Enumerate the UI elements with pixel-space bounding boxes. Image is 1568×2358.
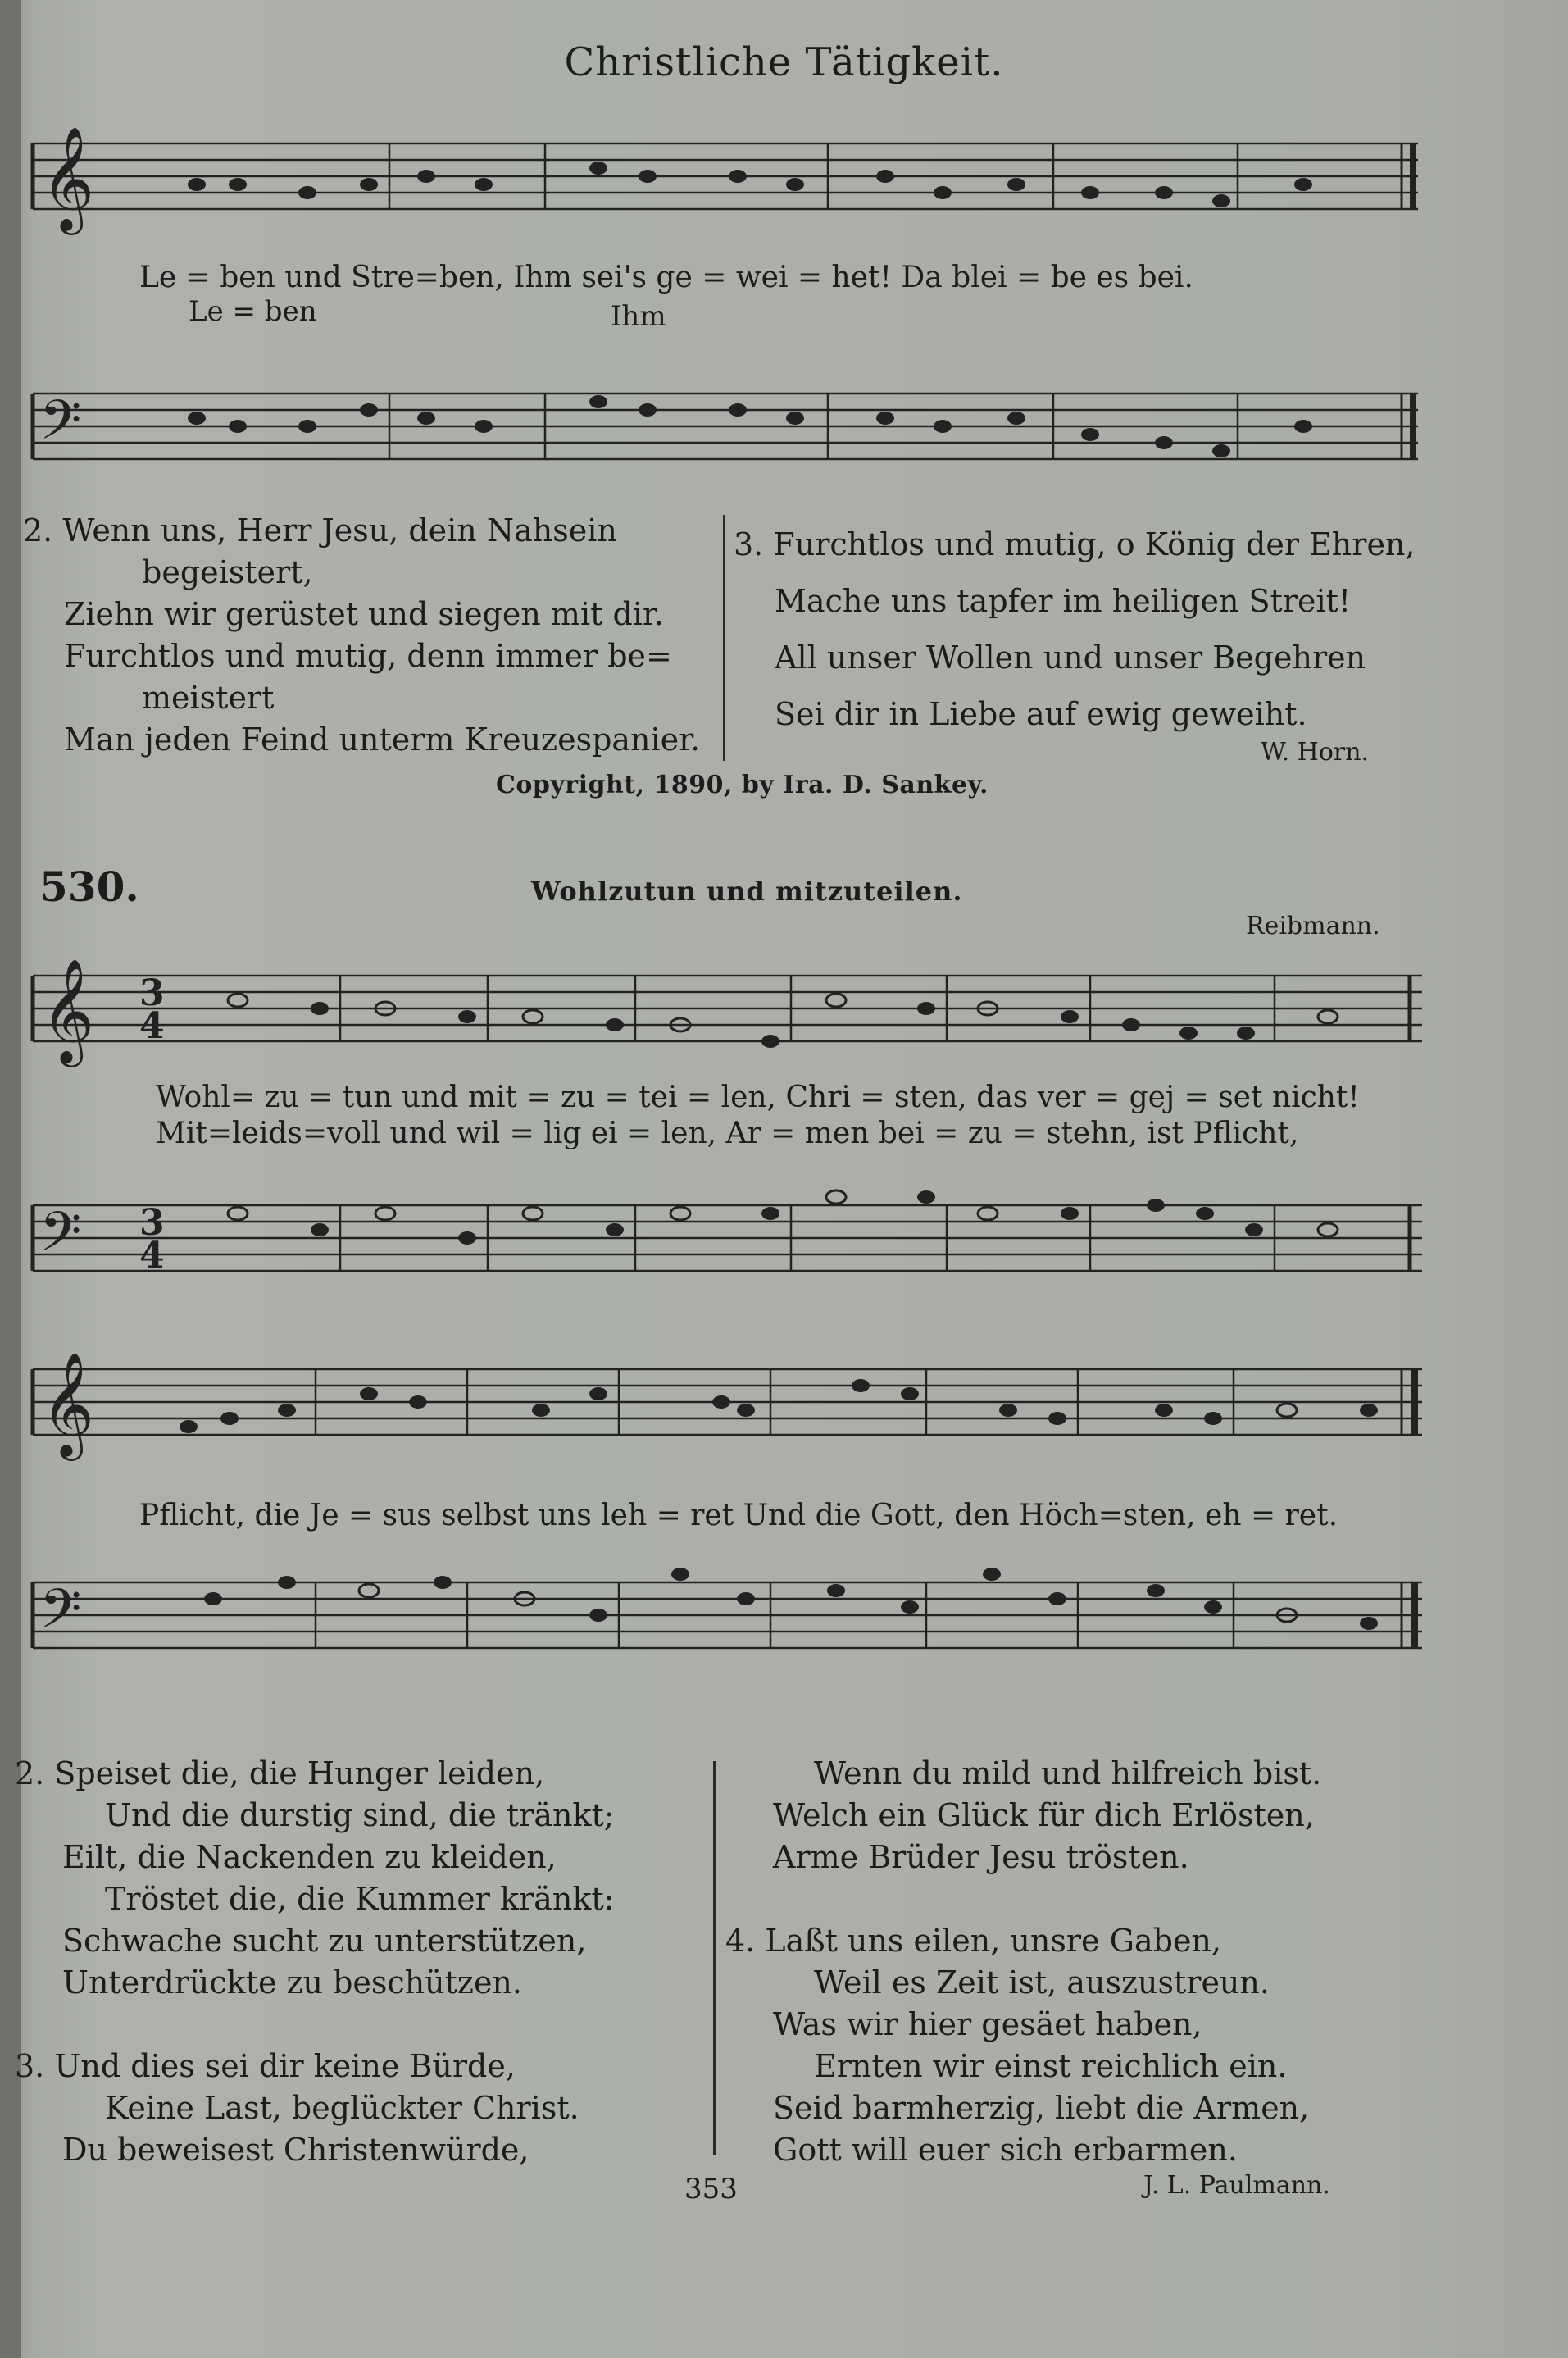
verse-line: Und die durstig sind, die tränkt; — [105, 1797, 615, 1833]
svg-text:𝄞: 𝄞 — [41, 127, 95, 230]
verse-line: Wenn du mild und hilfreich bist. — [814, 1755, 1322, 1791]
hymn1-treble-staff — [25, 127, 1434, 250]
bass-staff-lines — [25, 361, 1434, 492]
svg-text:4: 4 — [139, 1005, 165, 1047]
verse-line: Mache uns tapfer im heiligen Streit! — [775, 583, 1352, 619]
svg-text:𝄞: 𝄞 — [41, 1351, 95, 1456]
treble-staff-lines — [25, 127, 1434, 250]
hymn530-bass-staff-1 — [25, 1181, 1434, 1304]
verse-line: Ernten wir einst reichlich ein. — [814, 2048, 1288, 2084]
verse-line: Wenn uns, Herr Jesu, dein Nahsein — [62, 512, 617, 549]
hymn-composer: Reibmann. — [1246, 912, 1380, 940]
verse-divider — [723, 515, 725, 761]
verse-line: Furchtlos und mutig, denn immer be= — [64, 638, 672, 674]
hymn530-author: J. L. Paulmann. — [1143, 2171, 1330, 2200]
hymn1-verse2 — [23, 510, 720, 761]
svg-text:𝄢: 𝄢 — [39, 389, 82, 465]
verse-number: 2. — [23, 512, 53, 549]
hymn530-verses-left — [15, 1753, 720, 2171]
verse-line: Furchtlos und mutig, o König der Ehren, — [773, 526, 1416, 562]
hymn-number: 530. — [39, 863, 139, 911]
verse-number: 2. — [15, 1755, 45, 1791]
svg-text:𝄢: 𝄢 — [39, 1200, 82, 1277]
svg-text:𝄢: 𝄢 — [39, 1577, 82, 1654]
verse-line: Weil es Zeit ist, auszustreun. — [814, 1964, 1270, 2001]
svg-text:3: 3 — [139, 1202, 165, 1244]
hymn530-treble-staff-1 — [25, 951, 1434, 1074]
verse-line: Seid barmherzig, liebt die Armen, — [773, 2090, 1310, 2126]
page-number: 353 — [684, 2173, 738, 2206]
hymn530-lyric-line3: Pflicht, die Je = sus selbst uns leh = ret Und die Gott, den Höch=sten, eh = ret. — [139, 1499, 1338, 1532]
hymn530-bass-staff-2 — [25, 1558, 1434, 1681]
hymn530-lyric-line2: Mit=leids=voll und wil = lig ei = len, Ar = men bei = zu = stehn, ist Pflicht, — [156, 1117, 1299, 1150]
verse-line: Laßt uns eilen, unsre Gaben, — [765, 1923, 1221, 1959]
svg-text:𝄞: 𝄞 — [41, 958, 95, 1063]
hymn1-lyric-line2-b: Ihm — [611, 300, 666, 333]
verse-number: 3. — [15, 2048, 45, 2084]
hymn530-verses-right — [725, 1753, 1463, 2171]
verse-line: Keine Last, beglückter Christ. — [105, 2090, 579, 2126]
verse-number: 3. — [734, 526, 764, 562]
svg-text:3: 3 — [139, 972, 165, 1014]
hymn1-copyright: Copyright, 1890, by Ira. D. Sankey. — [496, 771, 989, 799]
verse-line: Eilt, die Nackenden zu kleiden, — [62, 1839, 557, 1875]
hymn1-lyric-line1: Le = ben und Stre=ben, Ihm sei's ge = wei = het! Da blei = be es bei. — [139, 261, 1193, 294]
verse-line: Du beweisest Christenwürde, — [62, 2132, 529, 2168]
verse-line: Arme Brüder Jesu trösten. — [773, 1839, 1189, 1875]
verse-line: Man jeden Feind unterm Kreuzespanier. — [64, 722, 701, 758]
hymn1-author: W. Horn. — [1261, 738, 1370, 767]
hymn530-lyric-line1: Wohl= zu = tun und mit = zu = tei = len, Chri = sten, das ver = gej = set nicht! — [156, 1081, 1360, 1114]
bass-staff-lines — [25, 1558, 1434, 1681]
verse-line: begeistert, — [142, 554, 313, 590]
verse-line: Gott will euer sich erbarmen. — [773, 2132, 1238, 2168]
verse-line: Welch ein Glück für dich Erlösten, — [773, 1797, 1315, 1833]
verse-line: Ziehn wir gerüstet und siegen mit dir. — [64, 596, 665, 632]
verse-line: Was wir hier gesäet haben, — [773, 2006, 1202, 2042]
verse-line: Speiset die, die Hunger leiden, — [54, 1755, 545, 1791]
verse-line: Schwache sucht zu unterstützen, — [62, 1923, 587, 1959]
verse-line: Und dies sei dir keine Bürde, — [54, 2048, 516, 2084]
treble-staff-lines — [25, 951, 1434, 1074]
verse-line: Tröstet die, die Kummer kränkt: — [105, 1881, 615, 1917]
verse-divider — [713, 1761, 716, 2155]
hymn1-lyric-line2-a: Le = ben — [189, 295, 317, 328]
treble-staff-lines — [25, 1345, 1434, 1468]
hymn1-verse3 — [734, 517, 1455, 743]
verse-line: Sei dir in Liebe auf ewig geweiht. — [775, 696, 1307, 732]
hymn530-treble-staff-2 — [25, 1345, 1434, 1468]
bass-staff-lines — [25, 1181, 1434, 1304]
verse-line: All unser Wollen und unser Begehren — [775, 640, 1366, 676]
page-title: Christliche Tätigkeit. — [564, 39, 1004, 85]
hymn1-bass-staff — [25, 361, 1434, 492]
hymn-subtitle: Wohlzutun und mitzuteilen. — [531, 876, 963, 907]
verse-line: meistert — [142, 680, 275, 716]
svg-text:4: 4 — [139, 1235, 165, 1277]
verse-number: 4. — [725, 1923, 756, 1959]
verse-line: Unterdrückte zu beschützen. — [62, 1964, 522, 2001]
